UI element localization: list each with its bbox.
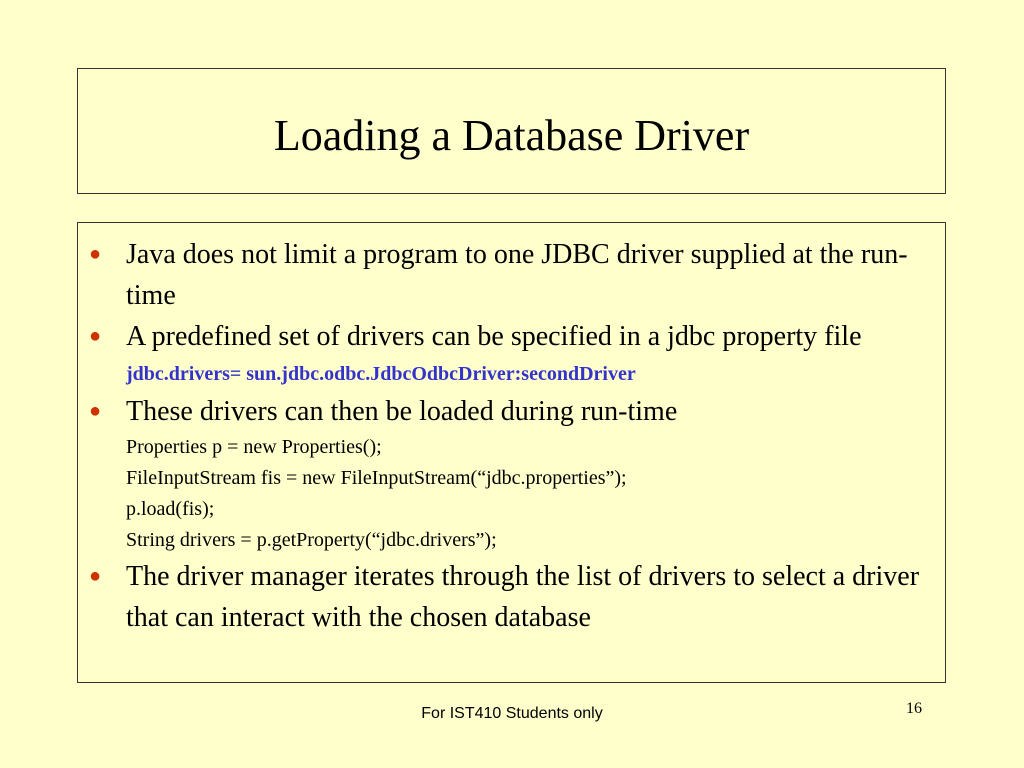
code-line: p.load(fis);: [126, 498, 215, 520]
bullet-item: [78, 391, 945, 432]
bullet-text: These drivers can then be loaded during run-time: [126, 396, 678, 427]
property-line: jdbc.drivers= sun.jdbc.odbc.JdbcOdbcDriver:secondDriver: [126, 363, 636, 385]
footer-text: For IST410 Students only: [421, 705, 603, 722]
title-box: [77, 68, 946, 194]
bullet-icon: ●: [89, 243, 102, 265]
bullet-icon: ●: [89, 400, 102, 422]
bullet-icon: ●: [89, 565, 102, 587]
code-line: String drivers = p.getProperty(“jdbc.drivers”);: [126, 529, 497, 551]
code-line: FileInputStream fis = new FileInputStream(“jdbc.properties”);: [126, 467, 627, 489]
bullet-text: The driver manager iterates through the list of drivers to select a driver that can interact with the chosen database: [126, 561, 920, 633]
content-box: [77, 222, 946, 683]
code-line: Properties p = new Properties();: [126, 436, 382, 458]
bullet-list: [78, 234, 945, 638]
bullet-icon: ●: [89, 325, 102, 347]
property-example: [78, 357, 945, 391]
bullet-item: [78, 556, 945, 638]
bullet-text: A predefined set of drivers can be specified in a jdbc property file: [126, 321, 862, 352]
bullet-item: [78, 234, 945, 316]
bullet-item: [78, 316, 945, 357]
page-number: 16: [906, 700, 922, 717]
bullet-text: Java does not limit a program to one JDBC driver supplied at the run-time: [126, 239, 908, 311]
slide-title: Loading a Database Driver: [273, 110, 750, 160]
code-example: [78, 432, 945, 556]
